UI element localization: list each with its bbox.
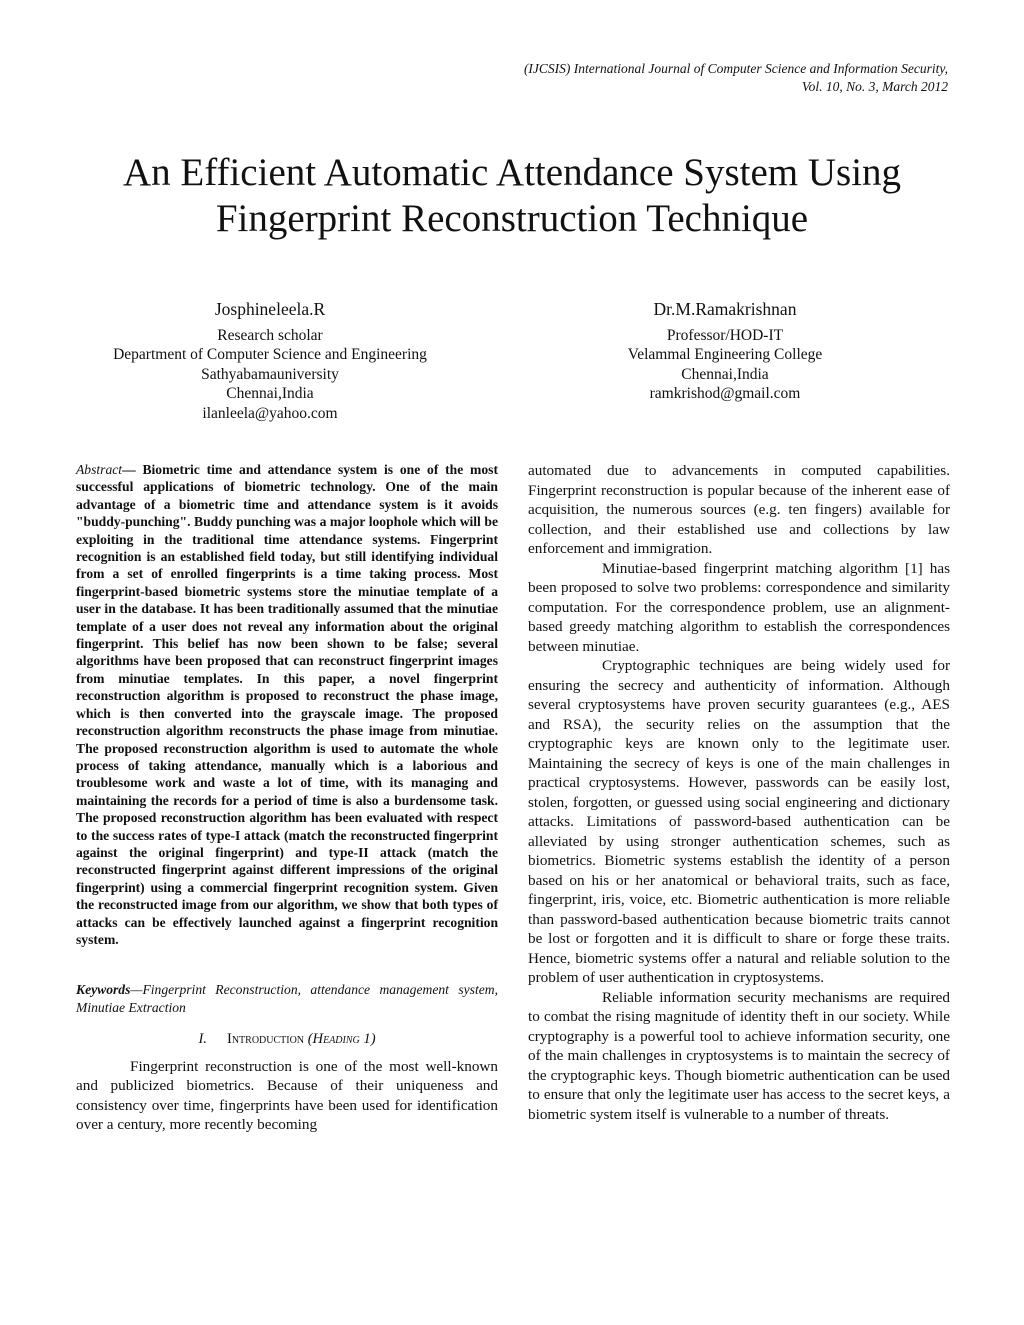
author-name: Josphineleela.R bbox=[214, 299, 326, 319]
author-location: Chennai,India bbox=[226, 385, 314, 402]
author-block-1 bbox=[90, 300, 450, 423]
intro-paragraph: Fingerprint reconstruction is one of the most well-known and publicized biometrics. Because of their uniqueness and consistency over time, fingerprints have been used for identification over a century, more recently becoming bbox=[76, 1057, 498, 1134]
keywords bbox=[76, 981, 498, 1016]
author-institution: Sathyabamauniversity bbox=[201, 365, 339, 383]
paragraph-security: Reliable information security mechanisms are required to combat the rising magnitude of identity theft in our society. While cryptography is a powerful tool to achieve information security, one of the main challenges in cryptosystems is to maintain the secrecy of the cryptographic keys. Though biometric authentication can be used to ensure that only the legitimate user has access to the secret keys, a biometric system itself is vulnerable to a number of threats. bbox=[528, 988, 950, 1123]
author-email: ilanleela@yahoo.com bbox=[202, 404, 338, 422]
abstract-label: Abstract bbox=[76, 462, 123, 477]
abstract bbox=[76, 461, 498, 948]
author-email: ramkrishod@gmail.com bbox=[649, 385, 801, 402]
author-department: Department of Computer Science and Engineering bbox=[113, 346, 427, 363]
left-column bbox=[76, 461, 498, 1135]
paragraph-cryptography: Cryptographic techniques are being widely used for ensuring the secrecy and authenticity of information. Although several cryptosystems have proven security guarantees (e.g., AES and RSA), the security relies on the assumption that the cryptographic keys are known only to the legitimate user. Maintaining the secrecy of keys is one of the main challenges in practical cryptosystems. However, passwords can be easily lost, stolen, forgotten, or guessed using social engineering and dictionary attacks. Limitations of password-based authentication can be alleviated by using stronger authentication schemes, such as biometrics. Biometric systems establish the identity of a person based on his or her anatomical or behavioral traits, such as face, fingerprint, iris, voice, etc. Biometric authentication is more reliable than password-based authentication because biometric traits cannot be lost or forgotten and it is difficult to share or forge these traits. Hence, biometric systems offer a natural and reliable solution to the problem of user authentication in cryptosystems. bbox=[528, 657, 950, 986]
keywords-label: Keywords bbox=[76, 982, 131, 998]
journal-header bbox=[524, 60, 948, 96]
paragraph-minutiae: Minutiae-based fingerprint matching algorithm [1] has been proposed to solve two problems: correspondence and similarity computation. For the correspondence problem, use an alignment-based greedy matching algorithm to establish the correspondences between minutiae. bbox=[528, 559, 950, 655]
heading-style-hint: (Heading 1) bbox=[307, 1031, 376, 1048]
author-block-2 bbox=[600, 300, 850, 404]
author-location: Chennai,India bbox=[681, 365, 769, 383]
journal-name: (IJCSIS) International Journal of Computer Science and Information Security, bbox=[523, 61, 948, 76]
paragraph-continuation: automated due to advancements in computed capabilities. Fingerprint reconstruction is popular because of the inherent ease of acquisition, the numerous sources (e.g. ten fingers) available for collection, and their established use and collections by law enforcement and immigration. bbox=[528, 462, 950, 557]
paper-title bbox=[0, 150, 1024, 242]
author-position: Research scholar bbox=[217, 326, 323, 344]
author-position: Professor/HOD-IT bbox=[666, 326, 784, 344]
right-column bbox=[528, 461, 950, 1124]
section-title: Introduction bbox=[226, 1031, 305, 1048]
abstract-text: Biometric time and attendance system is one of the most successful applications of biometric technology. One of the main advantage of a biometric time and attendance system is it avoids "buddy-punching". Buddy punching was a major loophole which will be exploiting in the traditional time attendance systems. Fingerprint recognition is an established field today, but still identifying individual from a set of enrolled fingerprints is a time taking process. Most fingerprint-based biometric systems store the minutiae template of a user in the database. It has been traditionally assumed that the minutiae template of a user does not reveal any information about the original fingerprint. This belief has now been shown to be false; several algorithms have been proposed that can reconstruct fingerprint images from minutiae templates. In this paper, a novel fingerprint reconstruction algorithm is proposed to reconstruct the phase image, which is then converted into the grayscale image. The proposed reconstruction algorithm reconstructs the phase image from minutiae. The proposed reconstruction algorithm is used to automate the whole process of taking attendance, manually which is a laborious and troublesome work and waste a lot of time, with its managing and maintaining the records for a period of time is also a burdensome task. The proposed reconstruction algorithm has been evaluated with respect to the success rates of type-I attack (match the reconstructed fingerprint against the original fingerprint) and type-II attack (match the reconstructed fingerprint against different impressions of the original fingerprint) using a commercial fingerprint recognition system. Given the reconstructed image from our algorithm, we show that both types of attacks can be effectively launched against a fingerprint recognition system. bbox=[76, 462, 498, 947]
title-line-2: Fingerprint Reconstruction Technique bbox=[215, 197, 809, 240]
keywords-text: —Fingerprint Reconstruction, attendance management system, Minutiae Extraction bbox=[76, 982, 498, 1015]
section-heading bbox=[76, 1030, 498, 1050]
title-line-1: An Efficient Automatic Attendance System Using bbox=[122, 151, 902, 194]
journal-volume: Vol. 10, No. 3, March 2012 bbox=[801, 79, 948, 94]
abstract-dash: — bbox=[122, 462, 136, 477]
section-number: I. bbox=[198, 1031, 207, 1048]
author-institution: Velammal Engineering College bbox=[627, 346, 823, 363]
author-name: Dr.M.Ramakrishnan bbox=[653, 299, 797, 319]
